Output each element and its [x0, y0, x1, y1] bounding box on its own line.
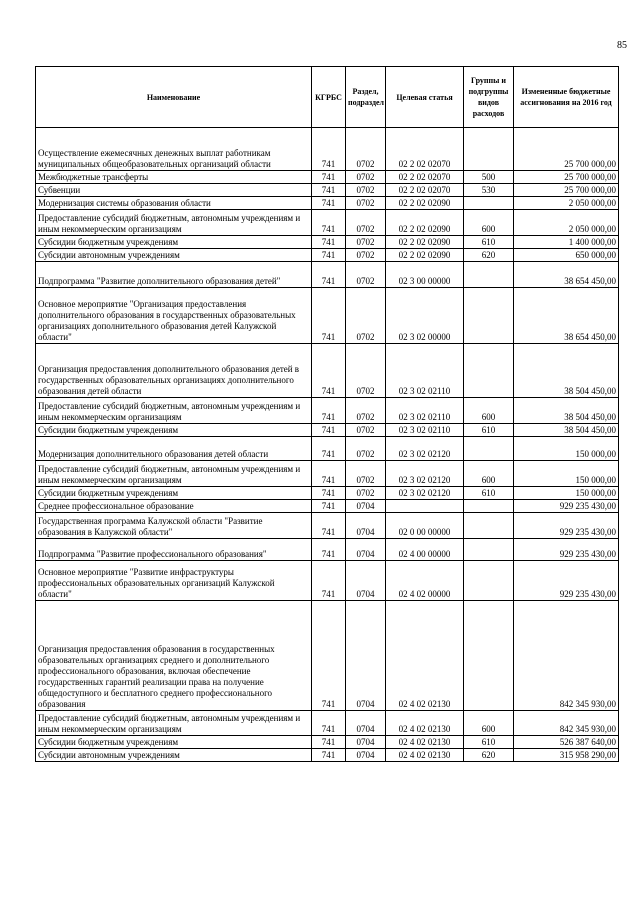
- row-group: [464, 344, 514, 398]
- row-section: 0704: [346, 711, 386, 736]
- row-group: [464, 262, 514, 288]
- row-kgrbs: 741: [312, 601, 346, 711]
- table-row: [36, 424, 619, 437]
- table-row: [36, 539, 619, 561]
- table-header-row: [36, 67, 619, 128]
- row-target: 02 3 02 02120: [386, 461, 464, 487]
- row-name: Основное мероприятие "Организация предоставления дополнительного образования в государственных образовательных организациях дополнительного образования детей Калужской области": [36, 288, 312, 344]
- row-target: 02 2 02 02070: [386, 171, 464, 184]
- row-name: Основное мероприятие "Развитие инфраструктуры профессиональных образовательных организаций Калужской области": [36, 561, 312, 601]
- table-row: [36, 262, 619, 288]
- row-kgrbs: 741: [312, 461, 346, 487]
- row-kgrbs: 741: [312, 749, 346, 762]
- row-name: Подпрограмма "Развитие профессионального образования": [36, 539, 312, 561]
- row-target: 02 3 02 02110: [386, 344, 464, 398]
- table-body: [36, 128, 619, 762]
- row-target: 02 4 02 00000: [386, 561, 464, 601]
- row-group: 610: [464, 487, 514, 500]
- table-row: [36, 236, 619, 249]
- row-group: 600: [464, 711, 514, 736]
- row-amount: 150 000,00: [514, 487, 619, 500]
- row-name: Предоставление субсидий бюджетным, автономным учреждениям и иным некоммерческим организациям: [36, 210, 312, 236]
- row-kgrbs: 741: [312, 171, 346, 184]
- table-row: [36, 500, 619, 513]
- row-section: 0702: [346, 398, 386, 424]
- row-target: 02 2 02 02070: [386, 184, 464, 197]
- row-kgrbs: 741: [312, 500, 346, 513]
- row-amount: 929 235 430,00: [514, 561, 619, 601]
- row-name: Субвенции: [36, 184, 312, 197]
- row-section: 0704: [346, 749, 386, 762]
- row-section: 0702: [346, 437, 386, 461]
- row-target: 02 3 02 00000: [386, 288, 464, 344]
- row-group: 620: [464, 249, 514, 262]
- table-row: [36, 398, 619, 424]
- row-section: 0702: [346, 461, 386, 487]
- row-kgrbs: 741: [312, 344, 346, 398]
- row-target: 02 3 02 02120: [386, 437, 464, 461]
- row-amount: 842 345 930,00: [514, 601, 619, 711]
- row-amount: 842 345 930,00: [514, 711, 619, 736]
- row-group: [464, 561, 514, 601]
- row-target: 02 3 02 02120: [386, 487, 464, 500]
- row-group: 610: [464, 424, 514, 437]
- row-name: Субсидии бюджетным учреждениям: [36, 487, 312, 500]
- header-kgrbs: КГРБС: [312, 67, 346, 128]
- table-row: [36, 128, 619, 171]
- row-kgrbs: 741: [312, 288, 346, 344]
- row-section: 0704: [346, 500, 386, 513]
- row-group: [464, 288, 514, 344]
- row-amount: 929 235 430,00: [514, 539, 619, 561]
- table-row: [36, 344, 619, 398]
- row-name: Предоставление субсидий бюджетным, автономным учреждениям и иным некоммерческим организациям: [36, 711, 312, 736]
- page-number: 85: [617, 40, 627, 51]
- row-name: Модернизация системы образования области: [36, 197, 312, 210]
- row-name: Модернизация дополнительного образования детей области: [36, 437, 312, 461]
- row-group: 500: [464, 171, 514, 184]
- table-row: [36, 487, 619, 500]
- row-section: 0702: [346, 262, 386, 288]
- header-target: Целевая статья: [386, 67, 464, 128]
- row-target: 02 4 00 00000: [386, 539, 464, 561]
- header-group: Группы и подгруппы видов расходов: [464, 67, 514, 128]
- row-group: 620: [464, 749, 514, 762]
- row-section: 0702: [346, 236, 386, 249]
- row-name: Предоставление субсидий бюджетным, автономным учреждениям и иным некоммерческим организациям: [36, 461, 312, 487]
- row-name: Осуществление ежемесячных денежных выплат работникам муниципальных общеобразовательных организаций области: [36, 128, 312, 171]
- row-target: 02 2 02 02090: [386, 249, 464, 262]
- row-group: [464, 128, 514, 171]
- table-row: [36, 711, 619, 736]
- row-section: 0702: [346, 424, 386, 437]
- row-section: 0702: [346, 344, 386, 398]
- row-amount: 25 700 000,00: [514, 171, 619, 184]
- row-amount: 38 654 450,00: [514, 262, 619, 288]
- row-section: 0702: [346, 197, 386, 210]
- row-amount: 650 000,00: [514, 249, 619, 262]
- row-amount: 2 050 000,00: [514, 197, 619, 210]
- row-group: [464, 437, 514, 461]
- row-group: [464, 197, 514, 210]
- row-kgrbs: 741: [312, 197, 346, 210]
- row-amount: 38 504 450,00: [514, 398, 619, 424]
- row-kgrbs: 741: [312, 262, 346, 288]
- table-row: [36, 184, 619, 197]
- table-row: [36, 513, 619, 539]
- row-kgrbs: 741: [312, 249, 346, 262]
- row-target: 02 4 02 02130: [386, 711, 464, 736]
- row-target: 02 3 02 02110: [386, 398, 464, 424]
- row-name: Субсидии бюджетным учреждениям: [36, 236, 312, 249]
- header-name: Наименование: [36, 67, 312, 128]
- row-name: Среднее профессиональное образование: [36, 500, 312, 513]
- row-name: Организация предоставления образования в государственных образовательных организациях среднего и дополнительного профессионального образования, включая обеспечение государственных гарантий реализации права на получение общедоступного и бесплатного среднего профессионального образования: [36, 601, 312, 711]
- row-section: 0702: [346, 487, 386, 500]
- table-row: [36, 171, 619, 184]
- row-amount: 38 504 450,00: [514, 344, 619, 398]
- row-section: 0704: [346, 513, 386, 539]
- table-row: [36, 197, 619, 210]
- row-name: Государственная программа Калужской области "Развитие образования в Калужской области": [36, 513, 312, 539]
- row-group: 610: [464, 236, 514, 249]
- row-kgrbs: 741: [312, 513, 346, 539]
- row-kgrbs: 741: [312, 711, 346, 736]
- table-row: [36, 601, 619, 711]
- row-group: 600: [464, 210, 514, 236]
- row-target: 02 2 02 02090: [386, 197, 464, 210]
- row-amount: 929 235 430,00: [514, 513, 619, 539]
- row-amount: 38 654 450,00: [514, 288, 619, 344]
- row-amount: 25 700 000,00: [514, 128, 619, 171]
- budget-table: [35, 66, 619, 762]
- row-amount: 929 235 430,00: [514, 500, 619, 513]
- row-section: 0704: [346, 539, 386, 561]
- row-amount: 2 050 000,00: [514, 210, 619, 236]
- row-amount: 526 387 640,00: [514, 736, 619, 749]
- row-target: 02 3 00 00000: [386, 262, 464, 288]
- table-row: [36, 249, 619, 262]
- table-row: [36, 288, 619, 344]
- row-kgrbs: 741: [312, 437, 346, 461]
- row-name: Организация предоставления дополнительного образования детей в государственных образовательных организациях дополнительного образования детей области: [36, 344, 312, 398]
- row-group: [464, 500, 514, 513]
- row-section: 0702: [346, 249, 386, 262]
- row-kgrbs: 741: [312, 236, 346, 249]
- row-section: 0702: [346, 128, 386, 171]
- row-group: [464, 513, 514, 539]
- row-name: Субсидии бюджетным учреждениям: [36, 424, 312, 437]
- table-row: [36, 749, 619, 762]
- row-kgrbs: 741: [312, 487, 346, 500]
- row-target: 02 4 02 02130: [386, 749, 464, 762]
- row-group: 600: [464, 461, 514, 487]
- row-kgrbs: 741: [312, 210, 346, 236]
- row-section: 0704: [346, 736, 386, 749]
- row-target: 02 2 02 02090: [386, 210, 464, 236]
- row-kgrbs: 741: [312, 398, 346, 424]
- row-name: Предоставление субсидий бюджетным, автономным учреждениям и иным некоммерческим организациям: [36, 398, 312, 424]
- row-name: Субсидии бюджетным учреждениям: [36, 736, 312, 749]
- row-target: 02 2 02 02070: [386, 128, 464, 171]
- table-row: [36, 561, 619, 601]
- table-row: [36, 437, 619, 461]
- row-amount: 150 000,00: [514, 437, 619, 461]
- row-group: [464, 601, 514, 711]
- row-group: 610: [464, 736, 514, 749]
- row-kgrbs: 741: [312, 424, 346, 437]
- row-target: 02 2 02 02090: [386, 236, 464, 249]
- row-amount: 38 504 450,00: [514, 424, 619, 437]
- row-kgrbs: 741: [312, 184, 346, 197]
- row-target: 02 3 02 02110: [386, 424, 464, 437]
- row-name: Субсидии автономным учреждениям: [36, 749, 312, 762]
- row-amount: 315 958 290,00: [514, 749, 619, 762]
- row-kgrbs: 741: [312, 561, 346, 601]
- row-target: 02 4 02 02130: [386, 601, 464, 711]
- row-section: 0702: [346, 210, 386, 236]
- row-group: 600: [464, 398, 514, 424]
- header-section: Раздел, подраздел: [346, 67, 386, 128]
- row-amount: 1 400 000,00: [514, 236, 619, 249]
- row-target: 02 0 00 00000: [386, 513, 464, 539]
- row-section: 0702: [346, 184, 386, 197]
- row-section: 0704: [346, 561, 386, 601]
- row-group: [464, 539, 514, 561]
- row-section: 0702: [346, 171, 386, 184]
- row-kgrbs: 741: [312, 539, 346, 561]
- row-amount: 25 700 000,00: [514, 184, 619, 197]
- row-name: Межбюджетные трансферты: [36, 171, 312, 184]
- row-target: [386, 500, 464, 513]
- table-row: [36, 736, 619, 749]
- row-kgrbs: 741: [312, 736, 346, 749]
- table-row: [36, 210, 619, 236]
- header-amount: Измененные бюджетные ассигнования на 2016 год: [514, 67, 619, 128]
- row-amount: 150 000,00: [514, 461, 619, 487]
- row-target: 02 4 02 02130: [386, 736, 464, 749]
- table-row: [36, 461, 619, 487]
- row-name: Субсидии автономным учреждениям: [36, 249, 312, 262]
- row-group: 530: [464, 184, 514, 197]
- row-section: 0704: [346, 601, 386, 711]
- row-kgrbs: 741: [312, 128, 346, 171]
- row-name: Подпрограмма "Развитие дополнительного образования детей": [36, 262, 312, 288]
- row-section: 0702: [346, 288, 386, 344]
